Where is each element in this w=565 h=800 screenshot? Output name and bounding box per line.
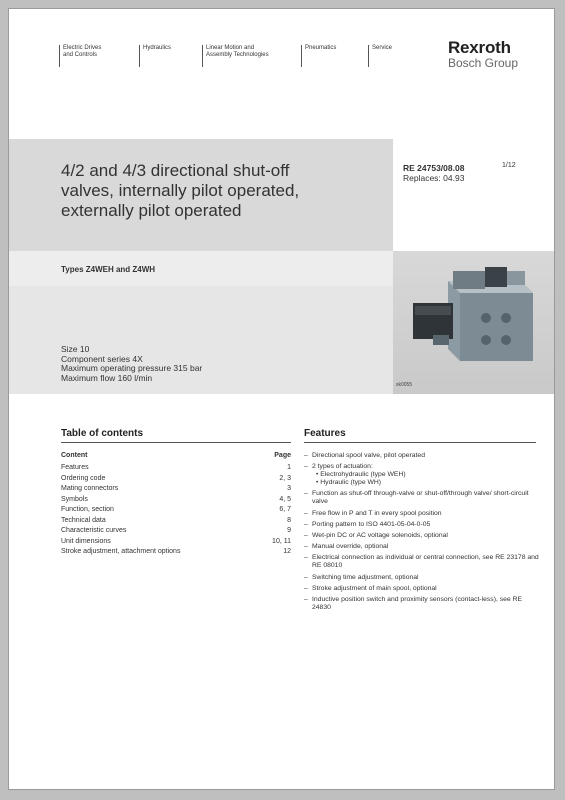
photo-caption: sk0055 [396, 382, 413, 388]
page-number: 1/12 [502, 162, 516, 169]
nav-line: Electric Drives [63, 45, 102, 51]
toc-row[interactable] [61, 485, 291, 496]
feature-item [304, 554, 539, 570]
bullet-dash: – [304, 520, 308, 528]
toc-row-page: 8 [287, 516, 291, 524]
brand-logo [448, 39, 518, 69]
toc-row-label: Stroke adjustment, attachment options [61, 548, 181, 555]
bullet-dash: – [304, 595, 308, 603]
nav-item-linear-motion [202, 45, 269, 67]
toc-row-page: 3 [287, 485, 291, 492]
feature-item [304, 452, 539, 460]
bullet-dash: – [304, 543, 308, 551]
toc-row-page: 6, 7 [279, 506, 291, 513]
toc-row-label: Unit dimensions [61, 537, 111, 545]
toc-row[interactable] [61, 527, 291, 538]
feature-text: Electrical connection as individual or central connection, see RE 23178 and RE 08010 [312, 554, 539, 570]
nav-item-electric-drives [59, 45, 101, 67]
toc-row-page: 12 [283, 548, 291, 555]
toc-title: Table of contents [61, 428, 144, 439]
feature-item [304, 521, 539, 529]
toc-row-label: Characteristic curves [61, 527, 127, 534]
nav-item-hydraulics [139, 45, 171, 67]
specs-block [61, 345, 202, 383]
spec-line: Maximum operating pressure 315 bar [61, 363, 203, 373]
valve-photo [393, 251, 555, 394]
toc-row-label: Mating connectors [61, 485, 119, 492]
toc-list [61, 464, 291, 559]
replaces-text: Replaces: 04.93 [403, 173, 465, 183]
bullet-dash: – [304, 573, 308, 581]
toc-row[interactable] [61, 548, 291, 559]
nav-item-pneumatics [301, 45, 336, 67]
feature-item [304, 596, 539, 612]
feature-text: Manual override, optional [312, 543, 389, 551]
document-reference [403, 163, 464, 183]
valve-illustration [393, 251, 555, 394]
bullet-dash: – [304, 452, 308, 459]
feature-item [304, 543, 539, 551]
feature-subitem: • Electrohydraulic (type WEH) [316, 471, 406, 479]
toc-row-label: Symbols [61, 495, 88, 503]
nav-line: Hydraulics [143, 45, 172, 51]
toc-row-label: Technical data [61, 516, 106, 524]
toc-header [61, 452, 291, 459]
toc-row-page: 4, 5 [279, 495, 291, 503]
feature-text: 2 types of actuation: [312, 463, 373, 471]
nav-line: Service [372, 45, 393, 51]
brand-name: Rexroth [447, 38, 511, 57]
toc-row-page: 10, 11 [272, 537, 291, 545]
toc-row-page: 2, 3 [279, 474, 291, 482]
toc-row[interactable] [61, 475, 291, 486]
bullet-dash: – [304, 509, 308, 517]
feature-text: Directional spool valve, pilot operated [312, 452, 425, 459]
features-title: Features [304, 428, 346, 439]
reference-number: RE 24753/08.08 [403, 163, 465, 173]
toc-row-page: 9 [287, 527, 291, 534]
spec-line: Maximum flow 160 l/min [61, 372, 153, 383]
feature-text: Switching time adjustment, optional [312, 573, 419, 581]
toc-row[interactable] [61, 538, 291, 549]
title-line: 4/2 and 4/3 directional shut-off [61, 161, 290, 180]
bullet-dash: – [304, 531, 308, 539]
page-title [61, 161, 391, 221]
bullet-dash: – [304, 554, 308, 562]
types-heading: Types Z4WEH and Z4WH [61, 265, 156, 274]
feature-item [304, 490, 539, 506]
bullet-dash: – [304, 490, 308, 498]
nav-line: Pneumatics [305, 45, 337, 51]
feature-text: Wet-pin DC or AC voltage solenoids, optional [312, 531, 448, 539]
feature-text: Function as shut-off through-valve or shut-off/through valve/ short-circuit valve [312, 490, 529, 506]
feature-item [304, 585, 539, 593]
toc-row-page: 1 [287, 464, 291, 471]
feature-item [304, 574, 539, 582]
toc-row[interactable] [61, 517, 291, 528]
toc-row[interactable] [61, 464, 291, 475]
brand-sub: Bosch Group [447, 56, 518, 70]
features-list [304, 452, 539, 615]
feature-subitem: • Hydraulic (type WH) [316, 479, 382, 487]
title-line: valves, internally pilot operated, [61, 181, 300, 200]
toc-row[interactable] [61, 506, 291, 517]
spec-line: Size 10 [61, 344, 90, 354]
title-line: externally pilot operated [61, 201, 242, 220]
toc-row[interactable] [61, 496, 291, 507]
toc-row-label: Features [61, 464, 89, 471]
bullet-dash: – [304, 463, 308, 471]
feature-text: Stroke adjustment of main spool, optional [312, 584, 437, 592]
feature-text: Free flow in P and T in every spool position [312, 509, 442, 517]
nav-item-service [368, 45, 392, 67]
spec-line: Component series 4X [61, 353, 143, 364]
document-page [8, 8, 555, 790]
toc-rule [61, 442, 291, 443]
toc-col-content: Content [61, 452, 88, 459]
feature-item [304, 463, 539, 487]
feature-item [304, 510, 539, 518]
nav-line: and Controls [63, 52, 98, 58]
toc-col-page: Page [274, 452, 291, 459]
bullet-dash: – [304, 584, 308, 592]
feature-text: Porting pattern to ISO 4401-05-04-0-05 [312, 520, 431, 528]
nav-line: Assembly Technologies [206, 52, 269, 58]
feature-item [304, 532, 539, 540]
toc-row-label: Ordering code [61, 474, 106, 482]
features-rule [304, 442, 536, 443]
nav-line: Linear Motion and [206, 45, 255, 51]
feature-text: Inductive position switch and proximity sensors (contact-less), see RE 24830 [312, 595, 523, 611]
toc-row-label: Function, section [61, 506, 114, 513]
